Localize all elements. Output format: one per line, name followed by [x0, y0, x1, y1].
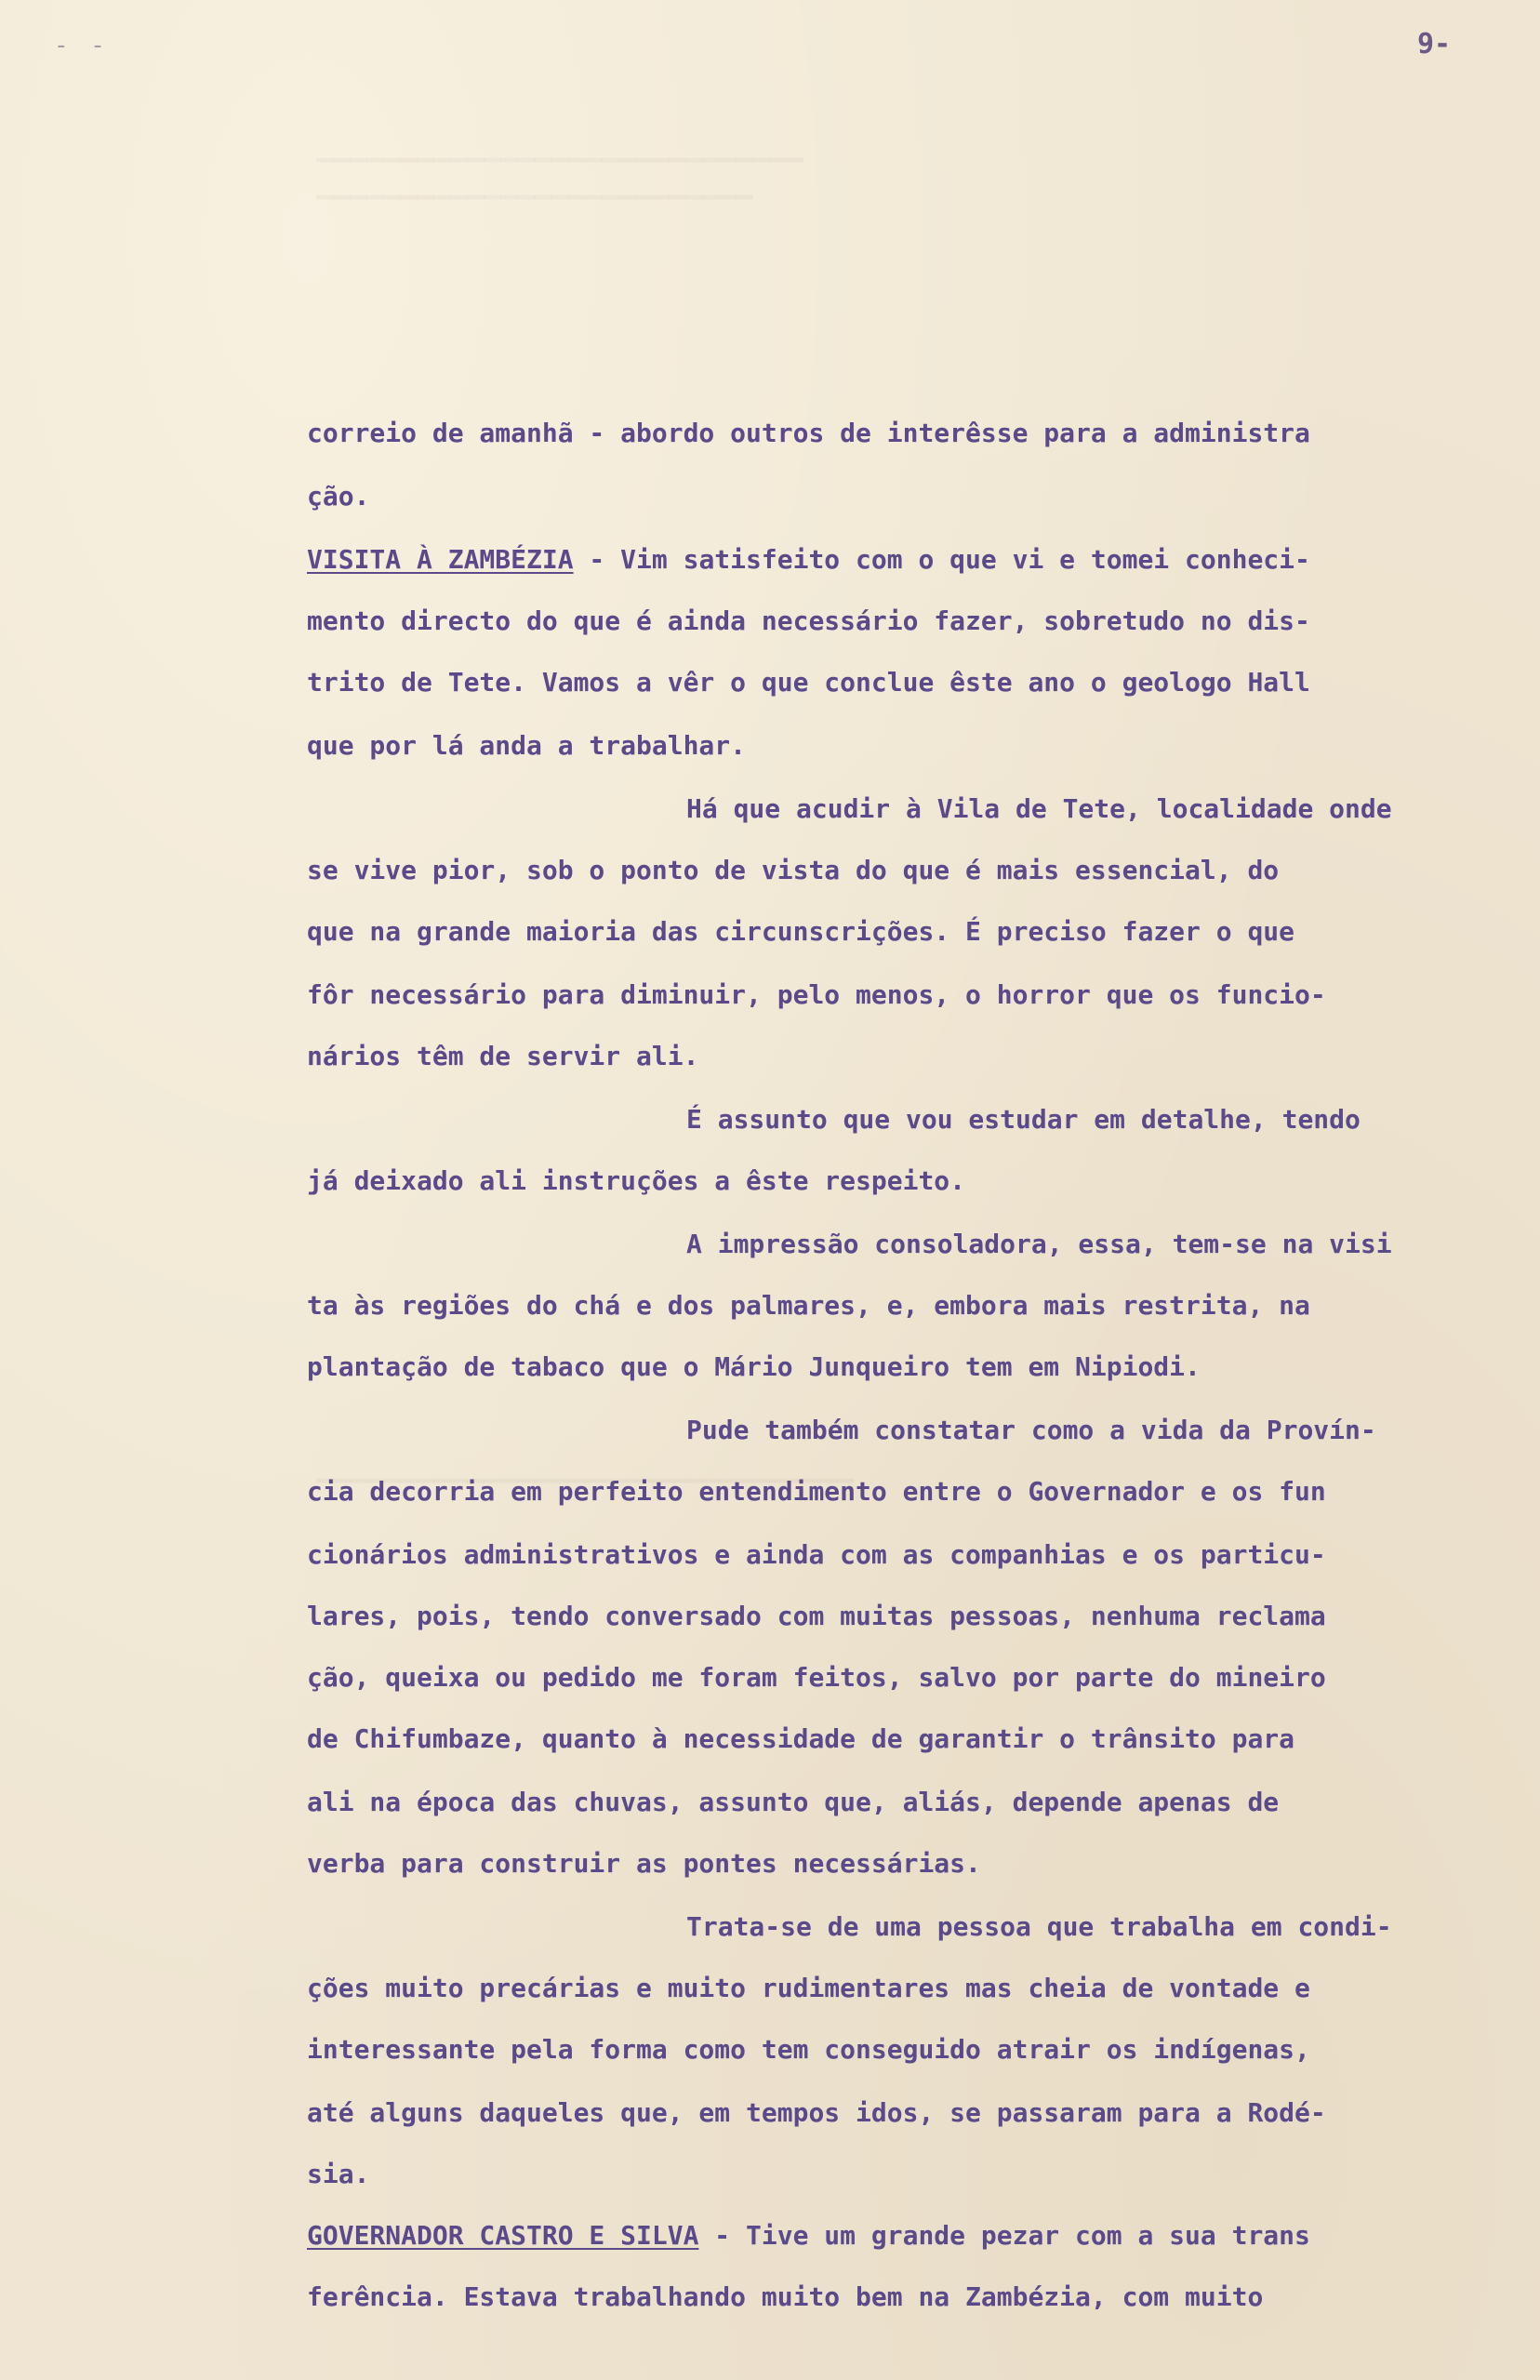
text-line: ção, queixa ou pedido me foram feitos, salvo por parte do mineiro — [307, 1662, 1326, 1693]
text-line: ção. — [307, 481, 370, 512]
text-line: Há que acudir à Vila de Tete, localidade onde — [686, 793, 1392, 824]
text-line: ções muito precárias e muito rudimentares mas cheia de vontade e — [307, 1973, 1310, 2003]
text-line: ferência. Estava trabalhando muito bem na Zambézia, com muito — [307, 2281, 1264, 2312]
text-line: fôr necessário para diminuir, pelo menos, o horror que os funcio- — [307, 979, 1326, 1010]
text-line: nários têm de servir ali. — [307, 1041, 699, 1071]
corner-mark: - - — [54, 32, 109, 60]
text-line — [307, 2219, 1310, 2253]
text-line: cia decorria em perfeito entendimento entre o Governador e os fun — [307, 1476, 1326, 1507]
text-line: ta às regiões do chá e dos palmares, e, embora mais restrita, na — [307, 1290, 1310, 1321]
text-line: lares, pois, tendo conversado com muitas pessoas, nenhuma reclama — [307, 1601, 1326, 1631]
text-line: A impressão consoladora, essa, tem-se na visi — [686, 1229, 1392, 1259]
text-line: verba para construir as pontes necessárias. — [307, 1848, 981, 1879]
text-line: Trata-se de uma pessoa que trabalha em condi- — [686, 1911, 1392, 1942]
text-line: cionários administrativos e ainda com as companhias e os particu- — [307, 1539, 1326, 1570]
section-heading-governador-castro-e-silva: GOVERNADOR CASTRO E SILVA — [307, 2220, 699, 2251]
text-line: que na grande maioria das circunscrições. É preciso fazer o que — [307, 916, 1295, 947]
text-line: se vive pior, sob o ponto de vista do que é mais essencial, do — [307, 855, 1280, 885]
heading-line-rest: - Tive um grande pezar com a sua trans — [698, 2220, 1310, 2251]
text-line: ali na época das chuvas, assunto que, aliás, depende apenas de — [307, 1787, 1280, 1817]
text-line: Pude também constatar como a vida da Provín- — [686, 1415, 1376, 1445]
text-line: trito de Tete. Vamos a vêr o que conclue êste ano o geologo Hall — [307, 667, 1310, 698]
text-line: correio de amanhã - abordo outros de interêsse para a administra — [307, 418, 1310, 448]
section-heading-visita-zambezia: VISITA À ZAMBÉZIA — [307, 544, 574, 575]
text-line: de Chifumbaze, quanto à necessidade de garantir o trânsito para — [307, 1723, 1295, 1754]
page-number: 9- — [1417, 28, 1452, 60]
bleed-through-text: ▁▁▁▁▁▁▁▁▁▁▁▁▁▁▁▁▁▁▁▁▁▁▁▁▁▁▁▁▁ — [316, 130, 803, 163]
text-line: que por lá anda a trabalhar. — [307, 730, 747, 761]
text-line — [307, 543, 1310, 577]
heading-line-rest: - Vim satisfeito com o que vi e tomei conheci- — [573, 544, 1310, 575]
bleed-through-text: ▁▁▁▁▁▁▁▁▁▁▁▁▁▁▁▁▁▁▁▁▁▁▁▁▁▁ — [316, 167, 753, 200]
text-line: até alguns daqueles que, em tempos idos, se passaram para a Rodé- — [307, 2097, 1326, 2128]
text-line: sia. — [307, 2159, 370, 2189]
text-line: já deixado ali instruções a êste respeito. — [307, 1165, 966, 1196]
bleed-through-text: ▁▁▁▁▁▁▁▁▁▁▁▁▁▁▁▁▁▁▁▁▁▁▁▁▁▁▁▁▁▁▁▁ — [316, 1451, 854, 1483]
text-line: interessante pela forma como tem conseguido atrair os indígenas, — [307, 2034, 1310, 2065]
text-line: É assunto que vou estudar em detalhe, tendo — [686, 1104, 1361, 1135]
text-line: plantação de tabaco que o Mário Junqueiro tem em Nipiodi. — [307, 1351, 1201, 1382]
text-line: mento directo do que é ainda necessário fazer, sobretudo no dis- — [307, 605, 1310, 636]
